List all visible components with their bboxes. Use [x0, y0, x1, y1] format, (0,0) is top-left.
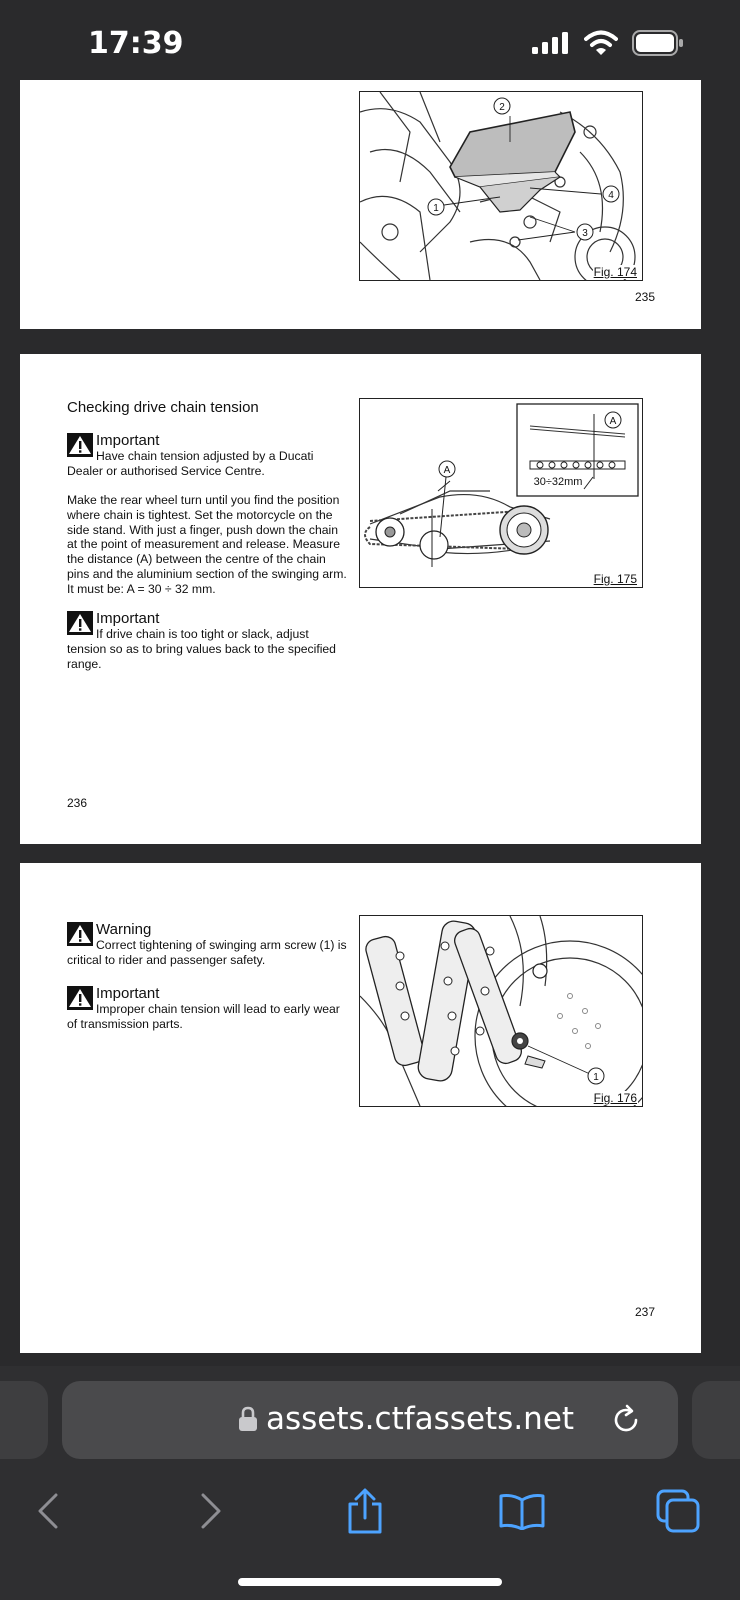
note-title: Warning [96, 921, 152, 938]
status-icons [532, 30, 684, 56]
document-viewer[interactable] [0, 80, 740, 1366]
section-heading: Checking drive chain tension [67, 399, 259, 416]
note-title: Important [96, 610, 160, 627]
measurement-label: 30÷32mm [533, 476, 583, 488]
callout-1: 1 [433, 203, 439, 214]
figure-label: Fig. 174 [593, 265, 637, 279]
warning-note [67, 922, 350, 968]
lock-icon [238, 1406, 258, 1432]
figure-175 [359, 398, 643, 588]
important-note-2 [67, 611, 350, 671]
bookmarks-button[interactable] [492, 1481, 552, 1541]
forward-button[interactable] [180, 1481, 240, 1541]
callout-a: A [443, 465, 451, 476]
figure-176 [359, 915, 643, 1107]
air-filter-illustration [360, 92, 642, 280]
share-button[interactable] [335, 1481, 395, 1541]
address-bar[interactable] [62, 1381, 678, 1459]
home-indicator[interactable] [238, 1578, 502, 1586]
swingarm-screw-illustration [360, 916, 642, 1106]
note-text: Improper chain tension will lead to early wear of transmission parts. [67, 1002, 340, 1031]
figure-label: Fig. 175 [593, 572, 637, 586]
instructions-paragraph: Make the rear wheel turn until you find the position where chain is tightest. Set the motorcycle on the side stand. With just a finger, push down the chain at the point of measurement and release. Measure the distance (A) between the centre of the chain pins and the aluminium section of the swinging arm. It must be: A = 30 ÷ 32 mm. [67, 493, 347, 596]
note-title: Important [96, 985, 160, 1002]
figure-label: Fig. 176 [593, 1091, 637, 1105]
bookmarks-icon [498, 1492, 546, 1530]
url-text: assets.ctfassets.net [266, 1401, 575, 1437]
page-number: 236 [67, 796, 88, 810]
important-note [67, 986, 350, 1032]
figure-174 [359, 91, 643, 281]
callout-2: 2 [499, 102, 505, 113]
page-number: 235 [634, 290, 655, 304]
reload-icon[interactable] [609, 1403, 643, 1437]
share-icon [345, 1488, 385, 1534]
note-text: Correct tightening of swinging arm screw (1) is critical to rider and passenger safety. [67, 938, 347, 967]
callout-1: 1 [593, 1072, 599, 1083]
page-237 [20, 863, 701, 1353]
battery-icon [632, 30, 684, 56]
previous-figure-edge [360, 80, 643, 82]
forward-icon [195, 1491, 225, 1531]
callout-a-detail: A [609, 416, 617, 427]
important-note-1 [67, 433, 350, 479]
tabs-button[interactable] [648, 1481, 708, 1541]
page-number: 237 [634, 1305, 655, 1319]
callout-4: 4 [608, 190, 614, 201]
status-time: 17:39 [88, 26, 184, 61]
page-236 [20, 354, 701, 844]
note-text: Have chain tension adjusted by a Ducati Dealer or authorised Service Centre. [67, 449, 314, 478]
previous-tab-preview[interactable] [0, 1381, 48, 1459]
next-tab-preview[interactable] [692, 1381, 740, 1459]
tabs-icon [655, 1488, 701, 1534]
note-title: Important [96, 432, 160, 449]
page-235 [20, 80, 701, 329]
back-icon [34, 1491, 64, 1531]
callout-3: 3 [582, 228, 588, 239]
status-bar [0, 0, 740, 80]
cellular-signal-icon [532, 32, 570, 54]
chain-tension-illustration [360, 399, 642, 587]
browser-bottom-bar [0, 1366, 740, 1600]
wifi-icon [584, 30, 618, 56]
note-text: If drive chain is too tight or slack, adjust tension so as to bring values back to the specified range. [67, 627, 336, 671]
back-button[interactable] [19, 1481, 79, 1541]
